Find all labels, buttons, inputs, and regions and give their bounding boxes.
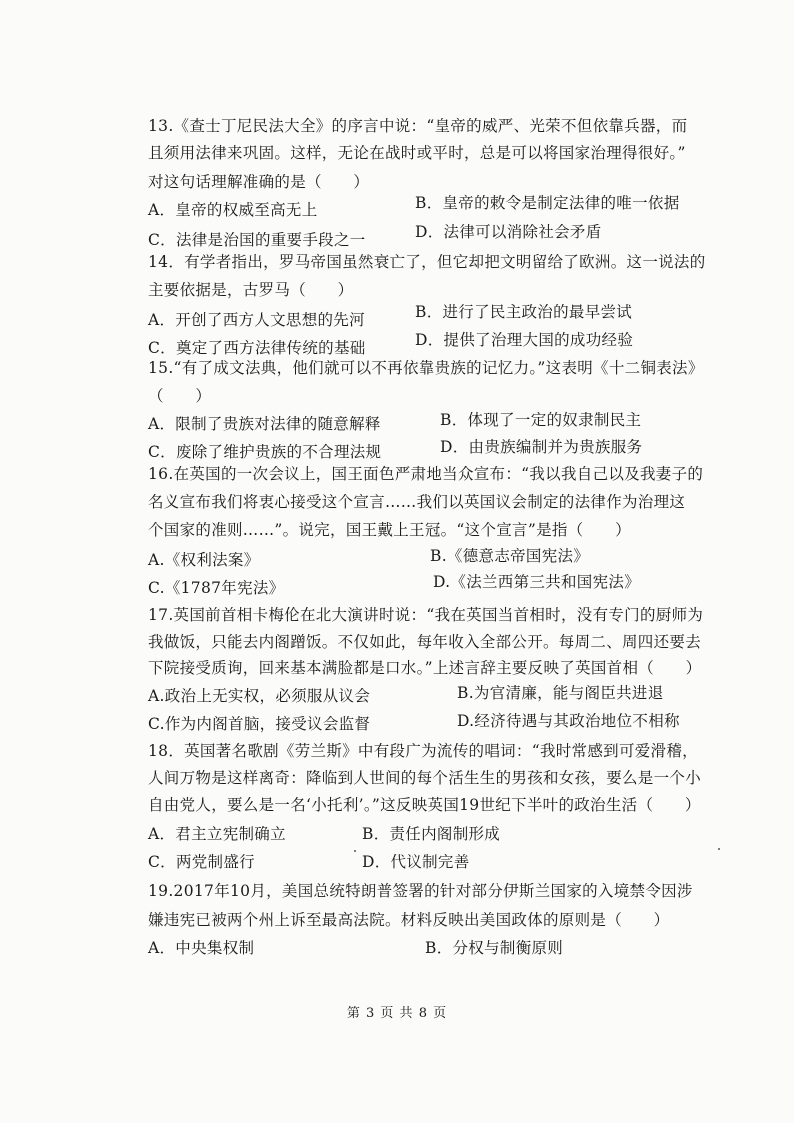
scan-speck (354, 850, 356, 852)
question-16-option-b: B.《德意志帝国宪法》 (430, 547, 590, 565)
question-13-line-2: 且须用法律来巩固。这样，无论在战时或平时，总是可以将国家治理得很好。” (148, 144, 686, 162)
question-14-option-d: D．提供了治理大国的成功经验 (415, 331, 634, 349)
question-14-option-c: C．奠定了西方法律传统的基础 (148, 339, 366, 357)
question-18-option-c: C．两党制盛行 (148, 853, 255, 871)
question-17-option-d: D.经济待遇与其政治地位不相称 (457, 712, 680, 730)
question-19-line-2: 嫌违宪已被两个州上诉至最高法院。材料反映出美国政体的原则是（ ） (148, 911, 670, 929)
question-15-option-a: A．限制了贵族对法律的随意解释 (148, 415, 381, 433)
question-15-line-2: （ ） (148, 387, 212, 405)
question-13-option-d: D．法律可以消除社会矛盾 (415, 223, 602, 241)
question-18-line-3: 自由党人，要么是一名‘小托利’。”这反映英国19世纪下半叶的政治生活（ ） (148, 796, 701, 814)
question-13-option-a: A．皇帝的权威至高无上 (148, 201, 318, 219)
question-14-line-1: 14．有学者指出，罗马帝国虽然衰亡了，但它却把文明留给了欧洲。这一说法的 (148, 253, 706, 271)
question-18-line-2: 人间万物是这样离奇：降临到人世间的每个活生生的男孩和女孩，要么是一个小 (148, 769, 702, 787)
question-13-option-b: B．皇帝的敕令是制定法律的唯一依据 (415, 194, 680, 212)
question-14-option-a: A．开创了西方人文思想的先河 (148, 311, 365, 329)
question-19-line-1: 19.2017年10月，美国总统特朗普签署的针对部分伊斯兰国家的入境禁令因涉 (148, 882, 693, 900)
question-17-option-b: B.为官清廉，能与阁臣共进退 (457, 684, 664, 702)
question-17-line-3: 下院接受质询，回来基本满脸都是口水。”上述言辞主要反映了英国首相（ ） (148, 659, 702, 677)
question-16-line-3: 个国家的准则……”。说完，国王戴上王冠。“这个宣言”是指（ ） (148, 521, 631, 539)
question-16-option-d: D.《法兰西第三共和国宪法》 (433, 573, 641, 591)
question-18-option-a: A．君主立宪制确立 (148, 825, 286, 843)
question-15-option-d: D．由贵族编制并为贵族服务 (440, 438, 643, 456)
question-16-option-a: A.《权利法案》 (148, 551, 260, 569)
question-18-option-b: B．责任内阁制形成 (362, 825, 501, 843)
question-16-line-1: 16.在英国的一次会议上，国王面色严肃地当众宣布：“我以我自己以及我妻子的 (148, 465, 704, 483)
question-15-option-c: C．废除了维护贵族的不合理法规 (148, 443, 382, 461)
page-footer: 第 3 页 共 8 页 (346, 1006, 448, 1021)
question-18-option-d: D．代议制完善 (362, 853, 470, 871)
question-14-line-2: 主要依据是，古罗马（ ） (148, 281, 354, 299)
question-15-option-b: B．体现了一定的奴隶制民主 (440, 411, 642, 429)
question-15-line-1: 15.“有了成文法典，他们就可以不再依靠贵族的记忆力。”这表明《十二铜表法》 (148, 359, 704, 377)
question-17-line-2: 我做饭，只能去内阁蹭饭。不仅如此，每年收入全部公开。每周二、周四还要去 (148, 633, 702, 651)
question-16-line-2: 名义宣布我们将衷心接受这个宣言……我们以英国议会制定的法律作为治理这 (148, 493, 686, 511)
question-13-line-1: 13.《查士丁尼民法大全》的序言中说：“皇帝的威严、光荣不但依靠兵器，而 (148, 117, 688, 135)
question-13-option-c: C．法律是治国的重要手段之一 (148, 231, 366, 249)
question-14-option-b: B．进行了民主政治的最早尝试 (415, 303, 633, 321)
question-17-option-c: C.作为内阁首脑，接受议会监督 (148, 715, 371, 733)
scan-speck (718, 848, 720, 850)
question-19-option-b: B．分权与制衡原则 (425, 939, 564, 957)
question-17-option-a: A.政治上无实权，必须服从议会 (148, 687, 371, 705)
question-18-line-1: 18．英国著名歌剧《劳兰斯》中有段广为流传的唱词：“我时常感到可爱滑稽， (148, 742, 698, 760)
question-17-line-1: 17.英国前首相卡梅伦在北大演讲时说：“我在英国当首相时，没有专门的厨师为 (148, 606, 704, 624)
question-13-line-3: 对这句话理解准确的是（ ） (148, 173, 370, 191)
question-16-option-c: C.《1787年宪法》 (148, 579, 285, 597)
question-19-option-a: A．中央集权制 (148, 939, 255, 957)
